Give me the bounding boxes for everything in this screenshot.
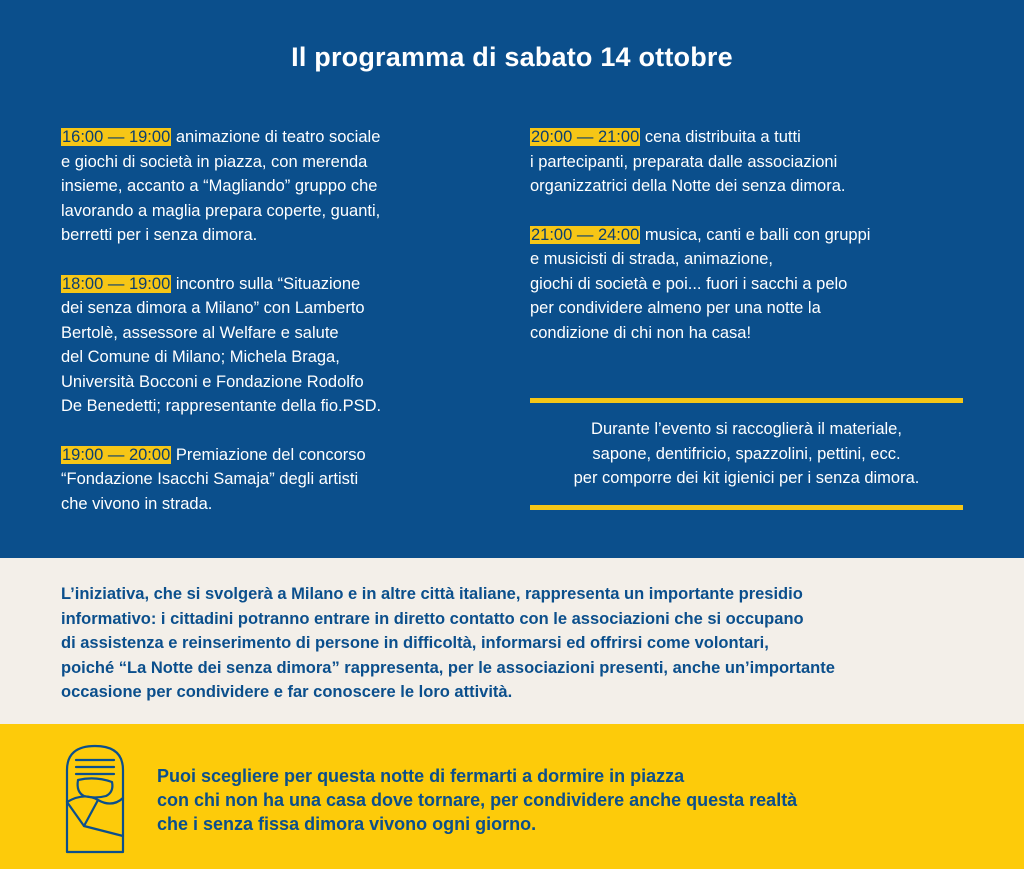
program-item-text: musica, canti e balli con gruppi e musicisti di strada, animazione, giochi di società e poi... fuori i sacchi a pelo per condividere almeno per una notte la condizione di chi non ha casa!: [530, 225, 871, 342]
page-title: Il programma di sabato 14 ottobre: [291, 42, 733, 72]
program-item: [61, 125, 481, 248]
program-item-text: Premiazione del concorso “Fondazione Isacchi Samaja” degli artisti che vivono in strada.: [61, 445, 366, 513]
time-highlight: 20:00 — 21:00: [531, 128, 640, 146]
callout-section: [0, 724, 1024, 869]
program-item-text: cena distribuita a tutti i partecipanti, preparata dalle associazioni organizzatrici della Notte dei senza dimora.: [530, 128, 846, 195]
program-column-right: [530, 125, 970, 369]
program-item: [530, 125, 970, 199]
program-item: [530, 223, 970, 346]
time-highlight: 21:00 — 24:00: [531, 225, 640, 244]
time-highlight: 19:00 — 20:00: [62, 445, 171, 464]
info-section: [0, 558, 1024, 724]
time-highlight: 18:00 — 19:00: [62, 274, 171, 293]
info-paragraph: L’iniziativa, che si svolgerà a Milano e in altre città italiane, rappresenta un importante presidio informativo: i cittadini potranno entrare in diretto contatto con le associazioni che si occupano di assistenza e reinserimento di persone in difficoltà, informarsi ed offrirsi come volontari, poiché “La Notte dei senza dimora” rappresenta, per le associazioni presenti, anche un’importante occasione per condividere e far conoscere le loro attività.: [61, 585, 835, 701]
time-highlight: 16:00 — 19:00: [62, 128, 171, 146]
program-item: [61, 443, 481, 517]
collection-notice: Durante l’evento si raccoglierà il materiale, sapone, dentifricio, spazzolini, pettini, ecc. per comporre dei kit igienici per i senza dimora.: [530, 398, 963, 510]
sleeping-bag-icon: [60, 740, 130, 856]
program-column-left: [61, 125, 481, 540]
program-item-text: incontro sulla “Situazione dei senza dimora a Milano” con Lamberto Bertolè, assessore al Welfare e salute del Comune di Milano; Michela Braga, Università Bocconi e Fondazione Rodolfo De Benedetti; rappresentante della fio.PSD.: [61, 274, 382, 415]
program-item-text: animazione di teatro sociale e giochi di società in piazza, con merenda insieme, accanto a “Magliando” gruppo che lavorando a maglia prepara coperte, guanti, berretti per i senza dimora.: [61, 128, 381, 244]
program-item: [61, 272, 481, 419]
callout-text: Puoi scegliere per questa notte di fermarti a dormire in piazza con chi non ha una casa dove tornare, per condividere anche questa realtà che i senza fissa dimora vivono ogni giorno.: [157, 766, 798, 834]
